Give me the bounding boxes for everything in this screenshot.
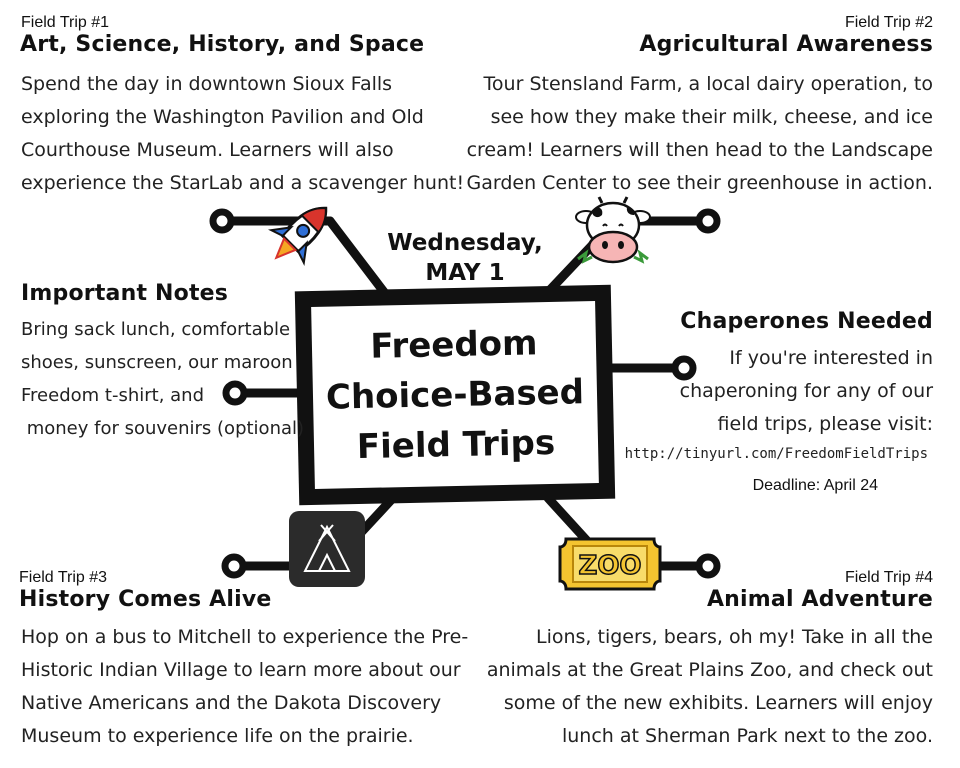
event-date (355, 228, 575, 288)
trip3-line: Historic Indian Village to learn more about our (21, 659, 461, 681)
date-weekday: Wednesday, (387, 230, 543, 256)
zoo-sign-icon (556, 533, 664, 595)
trip1-line: Spend the day in downtown Sioux Falls (21, 73, 393, 95)
node-trip1 (213, 212, 231, 230)
date-day: MAY 1 (425, 260, 505, 286)
trip2-line: see how they make their milk, cheese, and ice (490, 106, 933, 128)
trip1-line: Courthouse Museum. Learners will also (21, 139, 394, 161)
trip3-line: Hop on a bus to Mitchell to experience the Pre- (21, 626, 469, 648)
trip4-line: some of the new exhibits. Learners will enjoy (503, 692, 933, 714)
trip1-line: experience the StarLab and a scavenger hunt! (21, 172, 465, 194)
chaperones-deadline: Deadline: April 24 (752, 477, 878, 494)
trip4-kicker: Field Trip #4 (844, 569, 933, 586)
trip3-description (21, 621, 468, 753)
trip3-kicker: Field Trip #3 (19, 569, 108, 586)
chaperones-line: field trips, please visit: (717, 413, 933, 435)
notes-heading: Important Notes (21, 281, 229, 306)
node-trip3 (225, 557, 243, 575)
trip2-line: Tour Stensland Farm, a local dairy operation, to (483, 73, 933, 95)
trip4-line: lunch at Sherman Park next to the zoo. (561, 725, 933, 747)
notes-line: Bring sack lunch, comfortable (21, 319, 291, 340)
title-line-2: Choice-Based (325, 372, 585, 418)
zoo-sign-text: ZOO (578, 551, 642, 581)
trip2-heading: Agricultural Awareness (639, 32, 933, 57)
chaperones-body (680, 342, 933, 441)
chaperones-line: chaperoning for any of our (679, 380, 933, 402)
notes-line: money for souvenirs (optional) (21, 418, 305, 439)
trip4-heading: Animal Adventure (706, 587, 933, 612)
teepee-icon (289, 511, 365, 587)
notes-line: Freedom t-shirt, and (21, 385, 204, 406)
trip3-heading: History Comes Alive (19, 587, 272, 612)
trip2-line: Garden Center to see their greenhouse in action. (466, 172, 933, 194)
trip1-kicker: Field Trip #1 (21, 14, 110, 31)
trip2-description (466, 68, 933, 200)
trip4-description (487, 621, 933, 753)
chaperones-signup-link[interactable]: http://tinyurl.com/FreedomFieldTrips (624, 446, 928, 462)
trip2-line: cream! Learners will then head to the Landscape (466, 139, 933, 161)
cow-icon (572, 195, 654, 273)
trip4-line: animals at the Great Plains Zoo, and check out (486, 659, 933, 681)
trip3-line: Museum to experience life on the prairie. (21, 725, 414, 747)
node-trip2 (699, 212, 717, 230)
trip3-line: Native Americans and the Dakota Discovery (21, 692, 442, 714)
title-frame (295, 285, 615, 506)
trip1-description (21, 68, 464, 200)
trip1-line: exploring the Washington Pavilion and Old (21, 106, 424, 128)
chaperones-line: If you're interested in (729, 347, 933, 369)
trip2-kicker: Field Trip #2 (844, 14, 933, 31)
title-panel (311, 301, 599, 489)
node-trip4 (699, 557, 717, 575)
rocket-icon (262, 196, 340, 270)
notes-body (21, 313, 304, 445)
title-line-3: Field Trips (356, 422, 556, 468)
chaperones-heading: Chaperones Needed (680, 309, 933, 334)
notes-line: shoes, sunscreen, our maroon (21, 352, 293, 373)
trip1-heading: Art, Science, History, and Space (20, 32, 425, 57)
title-line-1: Freedom (370, 323, 538, 367)
trip4-line: Lions, tigers, bears, oh my! Take in all the (535, 626, 933, 648)
